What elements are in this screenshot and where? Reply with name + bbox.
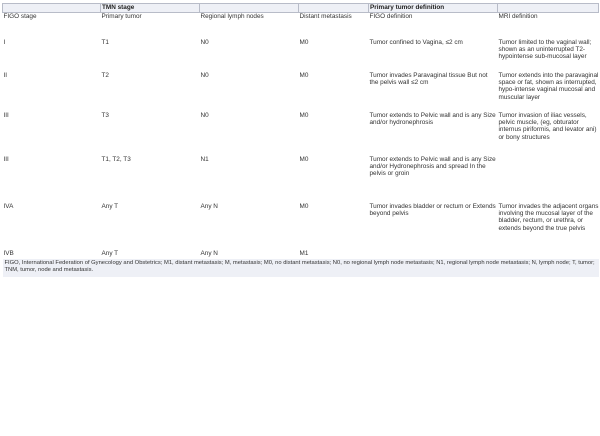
cell-figo-stage: IVB [3,250,14,257]
cell-mri-definition: Tumor extends into the paravaginal space or fat, shown as interrupted, hypo-intense vaginal mucosal and muscular layer [498,72,599,101]
table-row [3,112,599,156]
cell-figo-definition [369,250,498,259]
cell-figo-definition: Tumor extends to Pelvic wall and is any Size and/or hydronephrosis [369,112,496,127]
cell-regional-lymph-nodes: Any N [200,250,218,257]
column-header-regional-lymph-nodes: Regional lymph nodes [200,13,264,20]
group-header-row [3,4,599,13]
cell-distant-metastasis: M0 [299,72,309,79]
cell-distant-metastasis: M0 [299,156,309,163]
cell-figo-definition: Tumor invades bladder or rectum or Extends beyond pelvis [369,203,496,218]
cell-regional-lymph-nodes: N1 [200,156,209,163]
cell-mri-definition: Tumor limited to the vaginal wall; shown as an uninterrupted T2-hypointense sub-mucosal layer [498,39,592,61]
column-header-row [3,13,599,40]
cell-mri-definition [498,250,599,259]
column-header-primary-tumor: Primary tumor [101,13,142,20]
cell-distant-metastasis: M0 [299,39,309,46]
cell-figo-stage: III [3,156,9,163]
cell-mri-definition [498,156,599,203]
cell-primary-tumor: T3 [101,112,109,119]
column-header-figo-stage: FIGO stage [3,13,37,20]
column-header-figo-definition: FIGO definition [369,13,413,20]
table-row [3,250,599,259]
cell-figo-definition: Tumor confined to Vagina, ≤2 cm [369,39,463,46]
cell-figo-stage: II [3,72,8,79]
cell-figo-stage: IVA [3,203,14,210]
table-footnote: FIGO, International Federation of Gynecology and Obstetrics; M1, distant metastasis; M, metastasis; M0, no distant metastasis; N0, no regional lymph node metastasis; N1, regional lymph node metastasis; N, lymph node; T, tumor; TNM, tumor, node and metastasis. [3,259,599,277]
column-header-mri-definition: MRI definition [498,13,538,20]
cell-figo-definition: Tumor extends to Pelvic wall and is any Size and/or Hydronephrosis and spread In the pelvis or groin [369,156,496,178]
cell-figo-stage: III [3,112,9,119]
cell-distant-metastasis: M0 [299,203,309,210]
cell-figo-definition: Tumor invades Paravaginal tissue But not the pelvis wall ≤2 cm [369,72,488,87]
cell-regional-lymph-nodes: N0 [200,39,209,46]
cell-mri-definition: Tumor invades the adjacent organs involving the mucosal layer of the bladder, rectum, or urethra, or extends beyond the true pelvis [498,203,599,232]
cell-figo-stage: I [3,39,6,46]
cell-primary-tumor: Any T [101,250,119,257]
cell-regional-lymph-nodes: Any N [200,203,218,210]
group-header-empty [200,4,299,13]
group-header-empty [498,4,599,13]
cell-primary-tumor: T2 [101,72,109,79]
cell-regional-lymph-nodes: N0 [200,112,209,119]
cell-regional-lymph-nodes: N0 [200,72,209,79]
cell-primary-tumor: T1 [101,39,109,46]
figo-staging-table [2,3,599,277]
group-header-empty [3,4,101,13]
group-header-tmn-stage: TMN stage [101,4,200,13]
cell-mri-definition: Tumor invasion of iliac vessels, pelvic muscle, (eg, obturator internus piriformis, and levator ani) or bony structures [498,112,597,141]
cell-distant-metastasis: M1 [299,250,309,257]
cell-distant-metastasis: M0 [299,112,309,119]
cell-primary-tumor: Any T [101,203,119,210]
table-row [3,39,599,72]
footnote-row [3,259,599,277]
group-header-empty [299,4,369,13]
group-header-primary-tumor-definition: Primary tumor definition [369,4,498,13]
table-row [3,72,599,112]
table-row [3,156,599,203]
cell-primary-tumor: T1, T2, T3 [101,156,131,163]
table-row [3,203,599,250]
column-header-distant-metastasis: Distant metastasis [299,13,352,20]
